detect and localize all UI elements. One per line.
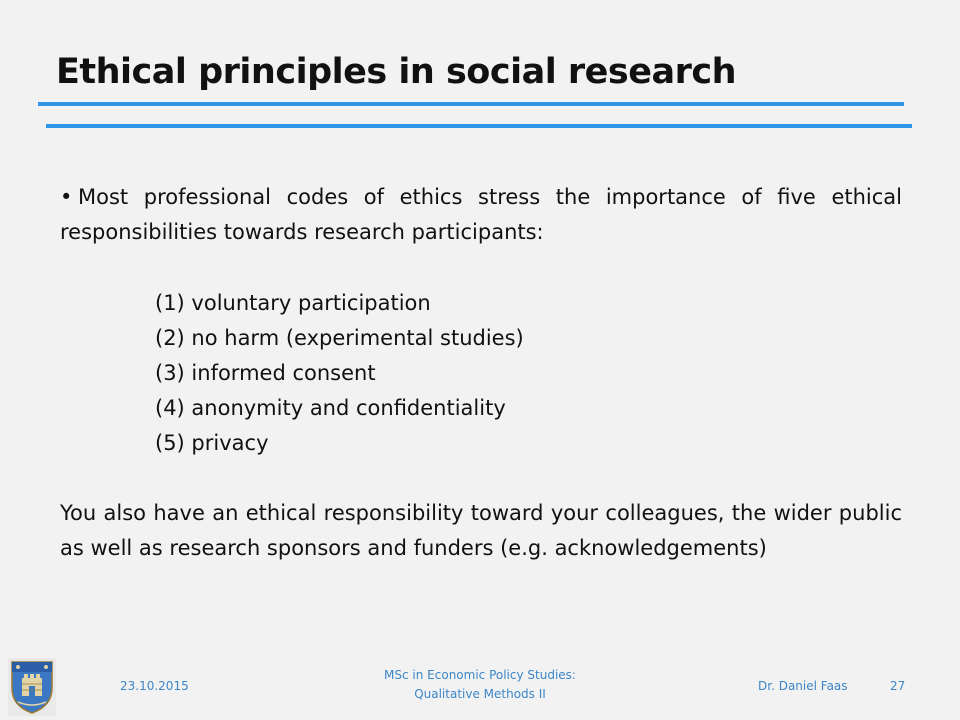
footer-date: 23.10.2015 (120, 679, 189, 693)
list-item: (3) informed consent (155, 361, 376, 385)
responsibilities-list (155, 286, 524, 461)
intro-text: Most professional codes of ethics stress the importance of five ethical responsibilities towards research participants: (60, 185, 902, 244)
outro-paragraph: You also have an ethical responsibility toward your colleagues, the wider public as well as research sponsors and funders (e.g. acknowledgements) (60, 501, 902, 560)
title-underline-bottom (46, 124, 912, 128)
slide-title: Ethical principles in social research (56, 52, 737, 92)
university-crest-icon (8, 658, 56, 716)
list-item: (5) privacy (155, 431, 269, 455)
footer-course-line: Qualitative Methods II (414, 687, 546, 701)
page-number: 27 (890, 679, 906, 693)
footer-course-line: MSc in Economic Policy Studies: (384, 668, 576, 682)
slide-footer (0, 652, 960, 720)
list-item: (4) anonymity and confidentiality (155, 396, 506, 420)
list-item: (2) no harm (experimental studies) (155, 326, 524, 350)
title-underline-top (38, 102, 904, 106)
bullet-marker: • (60, 185, 73, 209)
intro-paragraph (60, 180, 902, 250)
footer-course-title (330, 666, 630, 704)
list-item: (1) voluntary participation (155, 291, 431, 315)
footer-author: Dr. Daniel Faas (758, 679, 848, 693)
